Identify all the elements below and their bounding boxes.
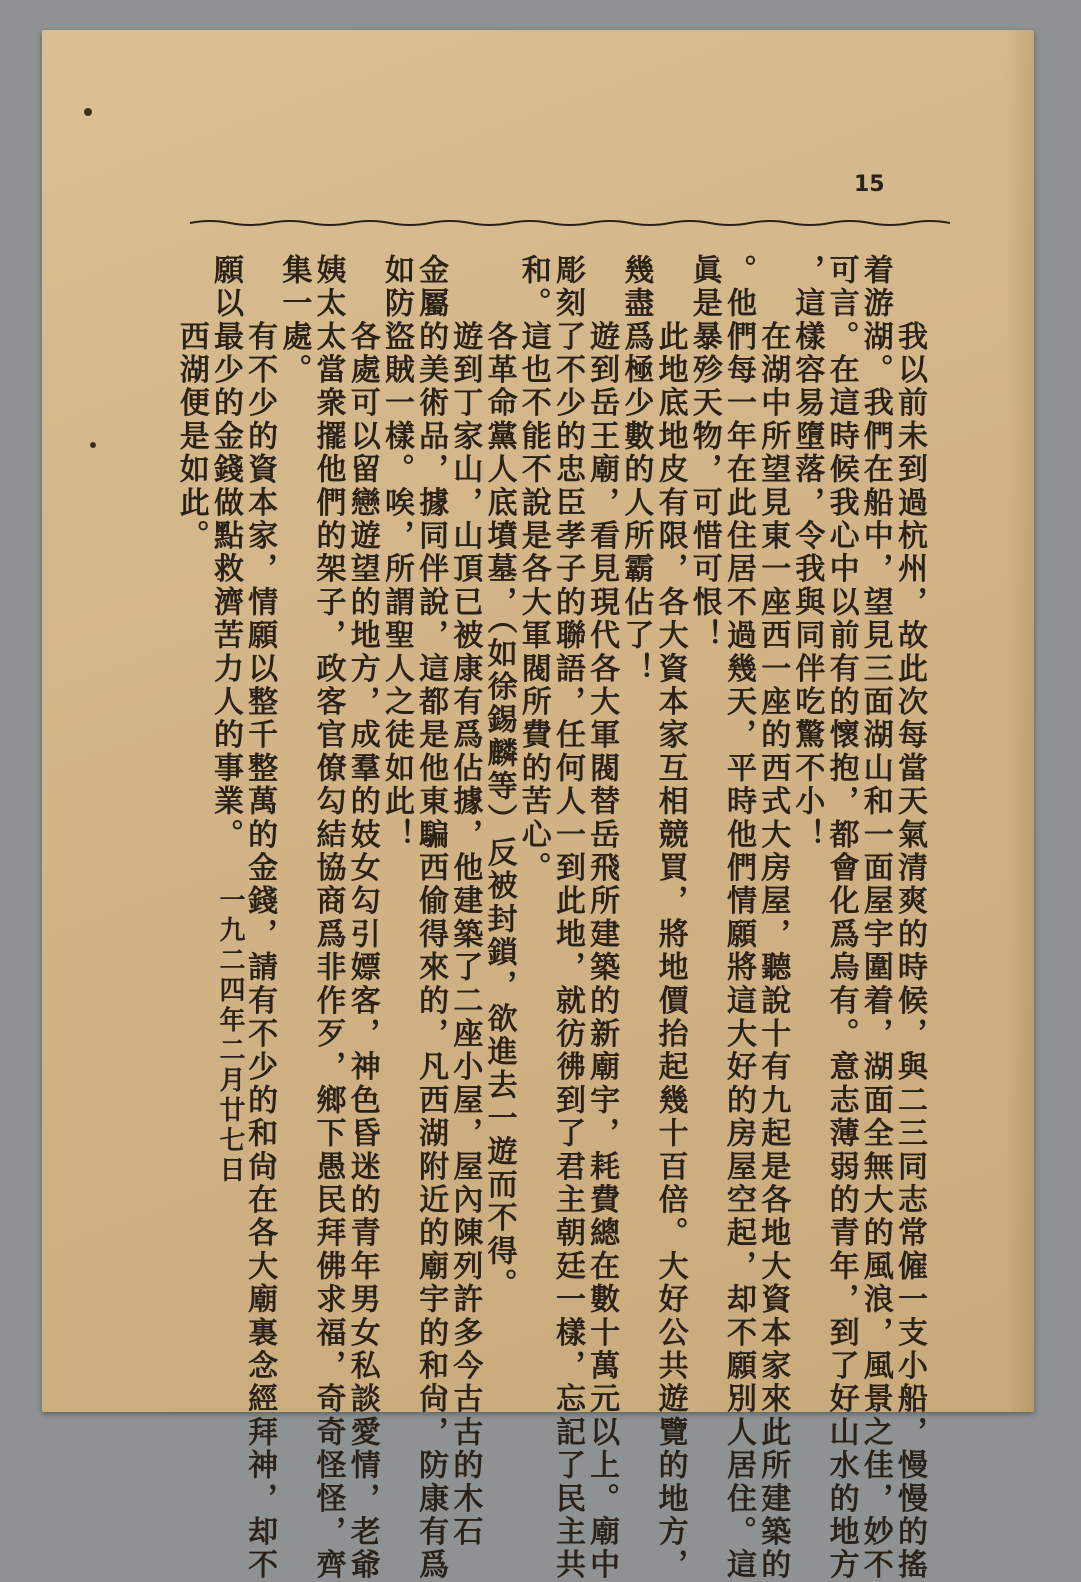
text-column: 此地底地皮有限，各大資本家互相競買，將地價抬起幾十百倍。大好公共遊覽的地方，: [652, 254, 688, 1582]
header-rule: [190, 217, 950, 229]
text-column: 可言。在這時候我心中以前有的懷抱，都會化爲烏有。意志薄弱的青年，到了好山水的地方: [823, 254, 859, 1582]
text-column: 着游湖。我們在船中，望見三面湖山和一面屋宇圍着，湖面全無大的風浪，風景之佳，妙不: [857, 254, 893, 1582]
text-column: 。他們每一年在此住居不過幾天，平時他們情願將這大好的房屋空起，却不願別人居住。這: [720, 254, 756, 1582]
text-column: 有不少的資本家，情願以整千整萬的金錢，請有不少的和尙在各大廟裏念經拜神，却不: [242, 254, 278, 1582]
text-column: 如防盜賊一樣。唉，所謂聖人之徒如此！: [378, 254, 414, 852]
page-number: 15: [854, 172, 885, 197]
article-date: 一九二四年二月廿七日: [215, 886, 245, 1186]
text-column: 和。這也不能不說是各大軍閥所費的苦心。: [515, 254, 551, 885]
text-column: 遊到岳王廟，看見現代各大軍閥替岳飛所建築的新廟宇，耗費總在數十萬元以上。廟中: [584, 254, 620, 1582]
text-column: 集一處。: [276, 254, 312, 387]
book-page: [42, 30, 1034, 1582]
page-edge-shadow: [1006, 30, 1034, 1412]
text-column: 我以前未到過杭州，故此次每當天氣清爽的時候，與二三同志常僱一支小船，慢慢的搖: [892, 254, 927, 1582]
text-column: 各處可以留戀遊望的地方，成羣的妓女勾引嫖客，神色昏迷的青年男女私談愛情，老爺: [344, 254, 380, 1582]
text-column: 金屬的美術品，據同伴說，這都是他東騙西偷得來的，凡西湖附近的廟宇的和尙，防康有爲: [413, 254, 449, 1582]
binding-hole: [90, 442, 96, 448]
text-column: 幾盡爲極少數的人所霸佔了！: [618, 254, 654, 686]
text-column: ，這樣容易墮落，令我與同伴吃驚不小！: [789, 254, 825, 852]
text-column: 遊到丁家山，山頂已被康有爲佔據，他建築了二座小屋，屋內陳列許多今古古的木石: [447, 254, 483, 1549]
text-column: 各革命黨人底墳墓，（如徐錫麟等）反被封鎖，欲進去一遊而不得。: [481, 254, 517, 1302]
text-column: 姨太太當衆擺他們的架子，政客官僚勾結協商爲非作歹，鄉下愚民拜佛求福，奇奇怪怪，齊: [310, 254, 346, 1582]
binding-hole: [84, 108, 92, 116]
text-column: 眞是暴殄天物，可惜可恨！: [686, 254, 722, 653]
text-column: 願以最少的金錢做點救濟苦力人的事業。: [207, 254, 243, 852]
text-column: 在湖中所望見東一座西一座的西式大房屋，聽說十有九起是各地大資本家來此所建築的: [755, 254, 791, 1582]
text-column: 西湖便是如此。: [173, 254, 209, 553]
text-column: 彫刻了不少的忠臣孝子的聯語，任何人一到此地，就彷彿到了君主朝廷一樣，忘記了民主共: [549, 254, 585, 1582]
